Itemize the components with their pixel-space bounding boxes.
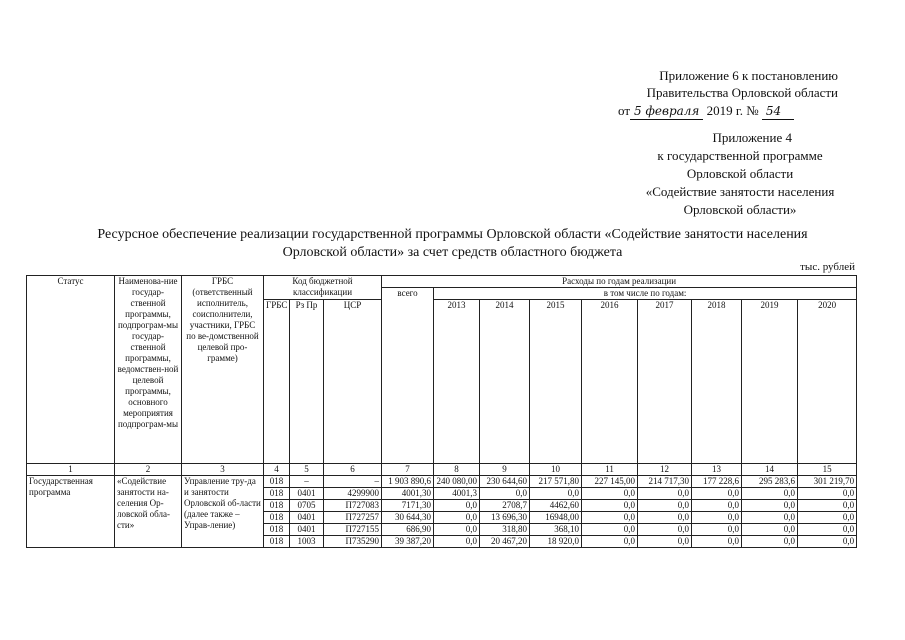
cell-2019: 295 283,6 xyxy=(742,476,798,488)
cell-2017: 0,0 xyxy=(638,536,692,548)
handwritten-number: 54 xyxy=(762,103,794,120)
cell-grbs: 018 xyxy=(264,488,290,500)
cell-total: 1 903 890,6 xyxy=(382,476,434,488)
cell-rzpr: 0401 xyxy=(290,512,324,524)
cell-total: 7171,30 xyxy=(382,500,434,512)
column-number: 14 xyxy=(742,464,798,476)
document-title-line1: Ресурсное обеспечение реализации государственной программы Орловской области «Содействие занятости населения xyxy=(97,227,808,242)
column-number: 6 xyxy=(324,464,382,476)
cell-2016: 0,0 xyxy=(582,512,638,524)
cell-2020: 0,0 xyxy=(798,536,857,548)
cell-2015: 18 920,0 xyxy=(530,536,582,548)
column-number: 2 xyxy=(115,464,182,476)
cell-2017: 0,0 xyxy=(638,512,692,524)
cell-2014: 2708,7 xyxy=(480,500,530,512)
header-status: Статус xyxy=(27,276,115,464)
cell-2016: 0,0 xyxy=(582,500,638,512)
block-status: Государственная программа xyxy=(27,476,115,548)
cell-2017: 0,0 xyxy=(638,500,692,512)
cell-2015: 368,10 xyxy=(530,524,582,536)
cell-2015: 4462,60 xyxy=(530,500,582,512)
block-executor: Управление тру-да и занятости Орловской об-ласти (далее также – Управ-ление) xyxy=(182,476,264,548)
cell-2017: 0,0 xyxy=(638,488,692,500)
cell-2013: 0,0 xyxy=(434,512,480,524)
header-year-2020: 2020 xyxy=(798,300,857,464)
appendix6-from: от xyxy=(618,103,631,118)
header-csr: ЦСР xyxy=(324,300,382,464)
cell-2016: 0,0 xyxy=(582,488,638,500)
cell-2018: 177 228,6 xyxy=(692,476,742,488)
cell-2019: 0,0 xyxy=(742,524,798,536)
cell-2015: 0,0 xyxy=(530,488,582,500)
column-number: 7 xyxy=(382,464,434,476)
cell-2014: 13 696,30 xyxy=(480,512,530,524)
cell-2018: 0,0 xyxy=(692,536,742,548)
appendix4-line4: «Содействие занятости населения xyxy=(645,184,835,199)
cell-grbs: 018 xyxy=(264,476,290,488)
cell-total: 30 644,30 xyxy=(382,512,434,524)
header-year-2019: 2019 xyxy=(742,300,798,464)
cell-2020: 0,0 xyxy=(798,512,857,524)
header-year-2015: 2015 xyxy=(530,300,582,464)
cell-2013: 0,0 xyxy=(434,524,480,536)
cell-2015: 217 571,80 xyxy=(530,476,582,488)
header-year-2017: 2017 xyxy=(638,300,692,464)
column-number: 4 xyxy=(264,464,290,476)
header-expenses: Расходы по годам реализации xyxy=(382,276,857,288)
cell-2014: 20 467,20 xyxy=(480,536,530,548)
header-year-2013: 2013 xyxy=(434,300,480,464)
cell-2019: 0,0 xyxy=(742,512,798,524)
handwritten-date: 5 февраля xyxy=(630,103,703,120)
cell-csr: П727083 xyxy=(324,500,382,512)
header-name: Наименова-ние государ-ственной программы, подпрограм-мы государ-ственной программы, ведомствен-ной целевой программы, основного мероприятия подпрограм-мы xyxy=(115,276,182,464)
cell-2013: 0,0 xyxy=(434,536,480,548)
header-total: всего xyxy=(382,288,434,464)
cell-grbs: 018 xyxy=(264,500,290,512)
header-by-years: в том числе по годам: xyxy=(434,288,857,300)
column-number: 13 xyxy=(692,464,742,476)
appendix4-line3: Орловской области xyxy=(686,166,794,181)
column-number: 9 xyxy=(480,464,530,476)
cell-rzpr: 0401 xyxy=(290,524,324,536)
cell-rzpr: 0705 xyxy=(290,500,324,512)
header-year-2018: 2018 xyxy=(692,300,742,464)
header-budget-code: Код бюджетной классификации xyxy=(264,276,382,300)
column-number: 8 xyxy=(434,464,480,476)
cell-2013: 240 080,00 xyxy=(434,476,480,488)
header-year-2014: 2014 xyxy=(480,300,530,464)
appendix6-line1: Приложение 6 к постановлению xyxy=(659,68,838,83)
cell-csr: П727257 xyxy=(324,512,382,524)
header-rzpr: Рз Пр xyxy=(290,300,324,464)
cell-2020: 0,0 xyxy=(798,524,857,536)
cell-2014: 318,80 xyxy=(480,524,530,536)
resource-table xyxy=(26,275,857,548)
cell-rzpr: – xyxy=(290,476,324,488)
cell-2016: 0,0 xyxy=(582,536,638,548)
cell-csr: П727155 xyxy=(324,524,382,536)
appendix6-date-line xyxy=(618,103,794,120)
column-number: 5 xyxy=(290,464,324,476)
appendix4-line5: Орловской области» xyxy=(683,202,797,217)
cell-csr: П735290 xyxy=(324,536,382,548)
appendix4-line2: к государственной программе xyxy=(657,148,823,163)
table-row xyxy=(27,476,857,488)
cell-grbs: 018 xyxy=(264,536,290,548)
column-number: 1 xyxy=(27,464,115,476)
appendix4-line1: Приложение 4 xyxy=(712,130,792,145)
cell-2020: 301 219,70 xyxy=(798,476,857,488)
cell-2018: 0,0 xyxy=(692,512,742,524)
header-grbs: ГРБС xyxy=(264,300,290,464)
cell-csr: 4299900 xyxy=(324,488,382,500)
cell-2019: 0,0 xyxy=(742,536,798,548)
cell-2018: 0,0 xyxy=(692,500,742,512)
cell-2018: 0,0 xyxy=(692,488,742,500)
cell-2016: 227 145,00 xyxy=(582,476,638,488)
units-label: тыс. рублей xyxy=(800,261,855,273)
column-number: 11 xyxy=(582,464,638,476)
cell-total: 39 387,20 xyxy=(382,536,434,548)
cell-rzpr: 1003 xyxy=(290,536,324,548)
cell-2017: 0,0 xyxy=(638,524,692,536)
document-title-line2: Орловской области» за счет средств областного бюджета xyxy=(282,245,623,260)
cell-2020: 0,0 xyxy=(798,500,857,512)
cell-2017: 214 717,30 xyxy=(638,476,692,488)
cell-2019: 0,0 xyxy=(742,488,798,500)
cell-grbs: 018 xyxy=(264,524,290,536)
cell-csr: – xyxy=(324,476,382,488)
appendix6-line2: Правительства Орловской области xyxy=(646,85,838,100)
cell-2016: 0,0 xyxy=(582,524,638,536)
header-grbs-long: ГРБС (ответственный исполнитель, соисполнители, участники, ГРБС по ве-домственной целевой про-грамме) xyxy=(182,276,264,464)
cell-2015: 16948,00 xyxy=(530,512,582,524)
block-name: «Содействие занятости на-селения Ор-ловской обла-сти» xyxy=(115,476,182,548)
cell-2019: 0,0 xyxy=(742,500,798,512)
cell-total: 4001,30 xyxy=(382,488,434,500)
cell-rzpr: 0401 xyxy=(290,488,324,500)
cell-2018: 0,0 xyxy=(692,524,742,536)
header-year-2016: 2016 xyxy=(582,300,638,464)
appendix6-year: 2019 г. № xyxy=(706,103,759,118)
column-number: 10 xyxy=(530,464,582,476)
cell-2014: 0,0 xyxy=(480,488,530,500)
column-number: 15 xyxy=(798,464,857,476)
cell-total: 686,90 xyxy=(382,524,434,536)
column-number: 12 xyxy=(638,464,692,476)
column-number-row xyxy=(27,464,857,476)
cell-grbs: 018 xyxy=(264,512,290,524)
cell-2014: 230 644,60 xyxy=(480,476,530,488)
cell-2013: 0,0 xyxy=(434,500,480,512)
cell-2020: 0,0 xyxy=(798,488,857,500)
column-number: 3 xyxy=(182,464,264,476)
cell-2013: 4001,3 xyxy=(434,488,480,500)
